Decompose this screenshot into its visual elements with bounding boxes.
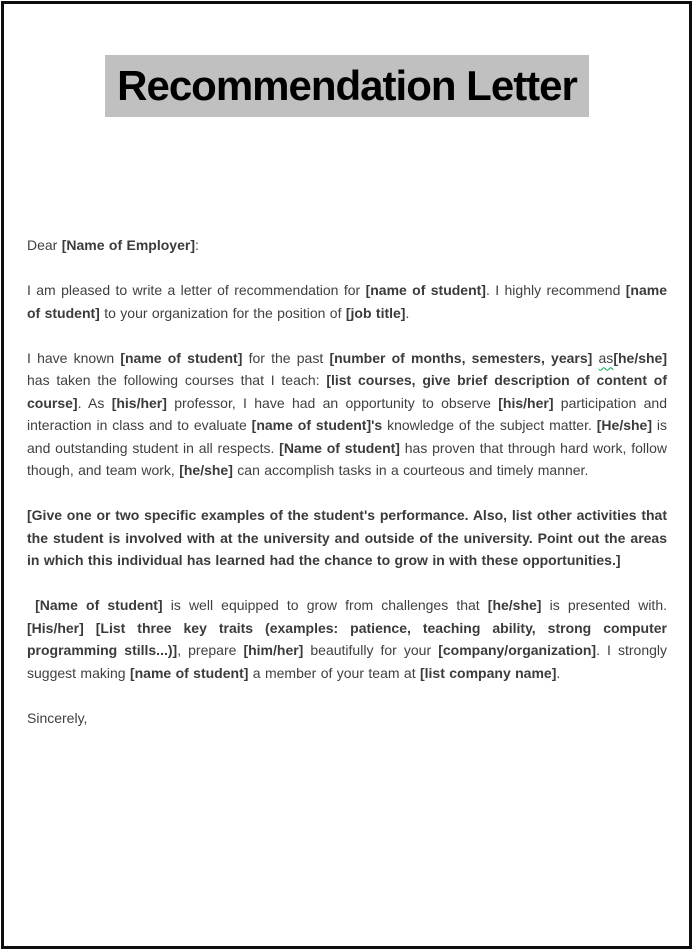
text-run bbox=[27, 597, 35, 613]
document-title: Recommendation Letter bbox=[105, 55, 589, 117]
placeholder-field: [Name of student] bbox=[279, 439, 400, 456]
placeholder-field: [his/her] bbox=[498, 394, 554, 411]
text-run: Dear bbox=[27, 237, 62, 253]
placeholder-field: [he/she] bbox=[179, 462, 233, 478]
text-run: is well equipped to grow from challenges that bbox=[162, 597, 488, 613]
text-run: . I highly recommend bbox=[485, 282, 626, 298]
placeholder-field: [number of months, semesters, years] bbox=[329, 349, 593, 366]
text-run: . bbox=[556, 664, 561, 681]
placeholder-field: [He/she] bbox=[596, 417, 652, 433]
title-row bbox=[27, 55, 667, 117]
paragraph-paragraph-examples-instruction bbox=[27, 504, 667, 572]
text-run: a member of your team at bbox=[248, 664, 420, 681]
placeholder-field: [name of student] bbox=[27, 282, 667, 321]
placeholder-field: [his/her] bbox=[111, 394, 167, 411]
paragraph-closing bbox=[27, 707, 667, 730]
paragraph-paragraph-background bbox=[27, 347, 667, 482]
placeholder-field: [Name of student] bbox=[35, 597, 163, 613]
placeholder-field: [he/she] bbox=[487, 597, 542, 613]
text-run: has taken the following courses that I teach: bbox=[27, 372, 327, 388]
placeholder-field: [he/she] bbox=[613, 349, 667, 366]
text-run: as bbox=[598, 349, 614, 366]
placeholder-field: [list company name] bbox=[419, 664, 557, 681]
placeholder-field: [him/her] bbox=[243, 642, 304, 658]
paragraph-paragraph-introduction bbox=[27, 279, 667, 324]
text-run: can accomplish tasks in a courteous and timely manner. bbox=[232, 462, 589, 478]
text-run: I am pleased to write a letter of recommendation for bbox=[27, 282, 366, 298]
placeholder-field: [name of student] bbox=[129, 664, 249, 681]
text-run: professor, I have had an opportunity to observe bbox=[166, 394, 499, 411]
placeholder-field: [Name of Employer] bbox=[61, 237, 195, 253]
paragraph-paragraph-endorsement bbox=[27, 594, 667, 684]
placeholder-field: [company/organization] bbox=[438, 642, 597, 658]
text-run: . bbox=[405, 304, 410, 321]
placeholder-field: [His/her] [List three key traits (examples: patience, teaching ability, strong computer programming stills...)] bbox=[27, 619, 667, 658]
placeholder-field: [job title] bbox=[345, 304, 406, 321]
text-run: participation and interaction in class and to evaluate bbox=[27, 394, 667, 433]
placeholder-field: [name of student] bbox=[120, 349, 243, 366]
placeholder-field: [Give one or two specific examples of the student's performance. Also, list other activities that the student is involved with at the university and outside of the university. Point out the areas in which this individual has learned had the chance to grow in with these opportunities.] bbox=[27, 507, 667, 568]
document-page bbox=[1, 1, 692, 949]
text-run: : bbox=[194, 237, 199, 253]
text-run: to your organization for the position of bbox=[99, 304, 346, 321]
text-run: Sincerely, bbox=[27, 709, 88, 726]
letter-body bbox=[27, 234, 667, 729]
text-run: knowledge of the subject matter. bbox=[382, 417, 597, 433]
text-run: beautifully for your bbox=[303, 642, 439, 658]
text-run: . I strongly suggest making bbox=[27, 642, 668, 681]
text-run: , prepare bbox=[177, 642, 244, 658]
text-run: has proven that through hard work, follow though, and team work, bbox=[27, 439, 668, 478]
text-run: is presented with. bbox=[541, 597, 667, 613]
text-run: is and outstanding student in all respects. bbox=[27, 417, 667, 456]
placeholder-field: [name of student]'s bbox=[251, 417, 383, 433]
text-run: I have known bbox=[27, 349, 121, 366]
placeholder-field: [name of student] bbox=[365, 282, 486, 298]
text-run: . As bbox=[77, 394, 112, 411]
placeholder-field: [list courses, give brief description of content of course] bbox=[27, 372, 667, 411]
text-run: for the past bbox=[242, 349, 330, 366]
paragraph-salutation bbox=[27, 234, 667, 257]
